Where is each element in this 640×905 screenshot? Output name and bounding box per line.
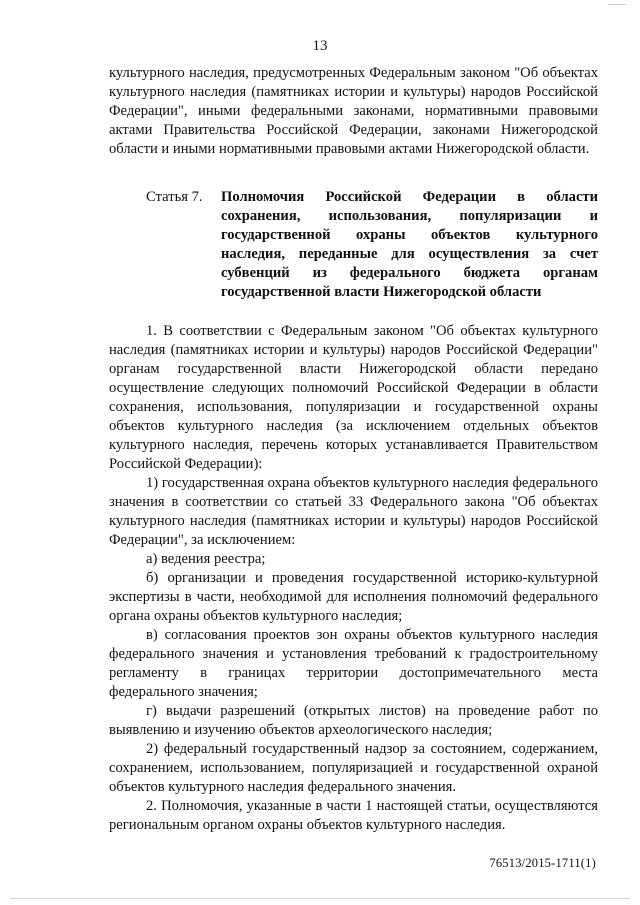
paragraph-part-2: 2. Полномочия, указанные в части 1 настоящей статьи, осуществляются региональным органом охраны объектов культурного наследия. [109, 798, 598, 833]
paragraph-subitem-a: а) ведения реестра; [146, 551, 266, 567]
paragraph-subitem-b: б) организации и проведения государственной историко-культурной экспертизы в части, необходимой для исполнения полномочий федерального органа охраны объектов культурного наследия; [109, 570, 598, 624]
paragraph-part-1: 1. В соответствии с Федеральным законом "Об объектах культурного наследия (памятниках истории и культуры) народов Российской Федерации" органам государственной власти Нижегородской области передано осуществление следующих полномочий Российской Федерации в области сохранения, использования, популяризации и государственной охраны объектов культурного наследия (за исключением отдельных объектов культурного наследия, перечень которых устанавливается Правительством Российской Федерации): [109, 323, 598, 472]
page-number: 13 [312, 38, 328, 54]
paragraph-item-2: 2) федеральный государственный надзор за состоянием, содержанием, сохранением, использованием, популяризацией и государственной охраной объектов культурного наследия федерального значения. [109, 741, 598, 795]
document-code: 76513/2015-1711(1) [489, 856, 596, 870]
paragraph-item-1: 1) государственная охрана объектов культурного наследия федерального значения в соответствии со статьей 33 Федерального закона "Об объектах культурного наследия (памятниках истории и культуры) народов Российской Федерации", за исключением: [109, 475, 598, 548]
article-body [109, 322, 598, 835]
scan-edge-mark [608, 4, 626, 5]
scan-bottom-edge [10, 898, 630, 899]
paragraph-subitem-g: г) выдачи разрешений (открытых листов) на проведение работ по выявлению и изучению объектов археологического наследия; [109, 703, 598, 738]
intro-text-block [109, 64, 598, 159]
paragraph-subitem-v: в) согласования проектов зон охраны объектов культурного наследия федерального значения и установления требований к градостроительному регламенту в границах территории достопримечательного места федерального значения; [109, 627, 598, 700]
intro-paragraph: культурного наследия, предусмотренных Федеральным законом "Об объектах культурного наследия (памятниках истории и культуры) народов Российской Федерации", иными федеральными законами, нормативными правовыми актами Правительства Российской Федерации, законами Нижегородской области и иными нормативными правовыми актами Нижегородской области. [109, 65, 598, 157]
article-title: Полномочия Российской Федерации в области сохранения, использования, популяризации и государственной охраны объектов культурного наследия, переданные для осуществления за счет субвенций из федерального бюджета органам государственной власти Нижегородской области [221, 189, 598, 300]
article-label: Статья 7. [146, 189, 203, 205]
